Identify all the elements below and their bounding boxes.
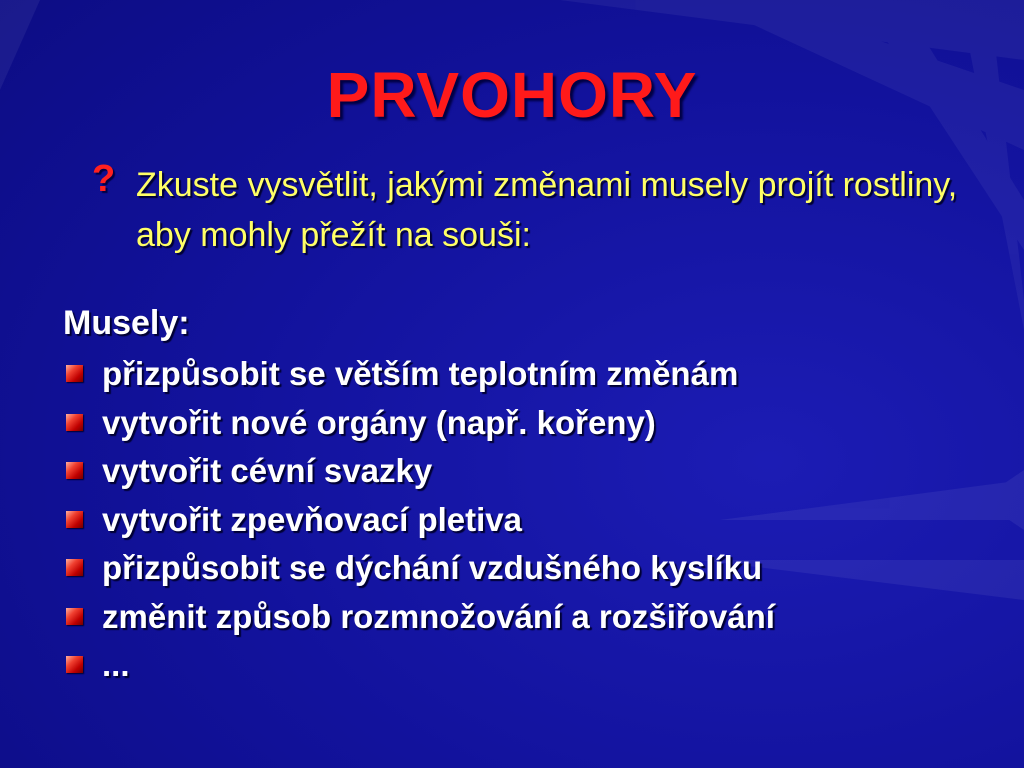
list-item-text: vytvořit nové orgány (např. kořeny) xyxy=(102,403,656,441)
subheading: Musely: xyxy=(63,304,190,342)
list-item-text: vytvořit zpevňovací pletiva xyxy=(102,500,522,538)
slide-title: PRVOHORY xyxy=(326,59,698,131)
square-bullet-icon xyxy=(66,365,83,382)
list-item-text: změnit způsob rozmnožování a rozšiřování xyxy=(102,597,775,635)
square-bullet-icon xyxy=(66,414,83,431)
question-text: Zkuste vysvětlit, jakými změnami musely projít rostliny, aby mohly přežít na souši: xyxy=(136,166,958,254)
question-mark-icon: ? xyxy=(92,158,116,200)
list-item-text: ... xyxy=(102,646,130,683)
square-bullet-icon xyxy=(66,462,83,479)
square-bullet-icon xyxy=(66,559,83,576)
square-bullet-icon xyxy=(66,656,83,673)
square-bullet-icon xyxy=(66,511,83,528)
square-bullet-icon xyxy=(66,608,83,625)
list-item-text: přizpůsobit se větším teplotním změnám xyxy=(102,355,739,392)
list-item-text: přizpůsobit se dýchání vzdušného kyslíku xyxy=(102,549,763,586)
list-item-text: vytvořit cévní svazky xyxy=(102,452,433,489)
